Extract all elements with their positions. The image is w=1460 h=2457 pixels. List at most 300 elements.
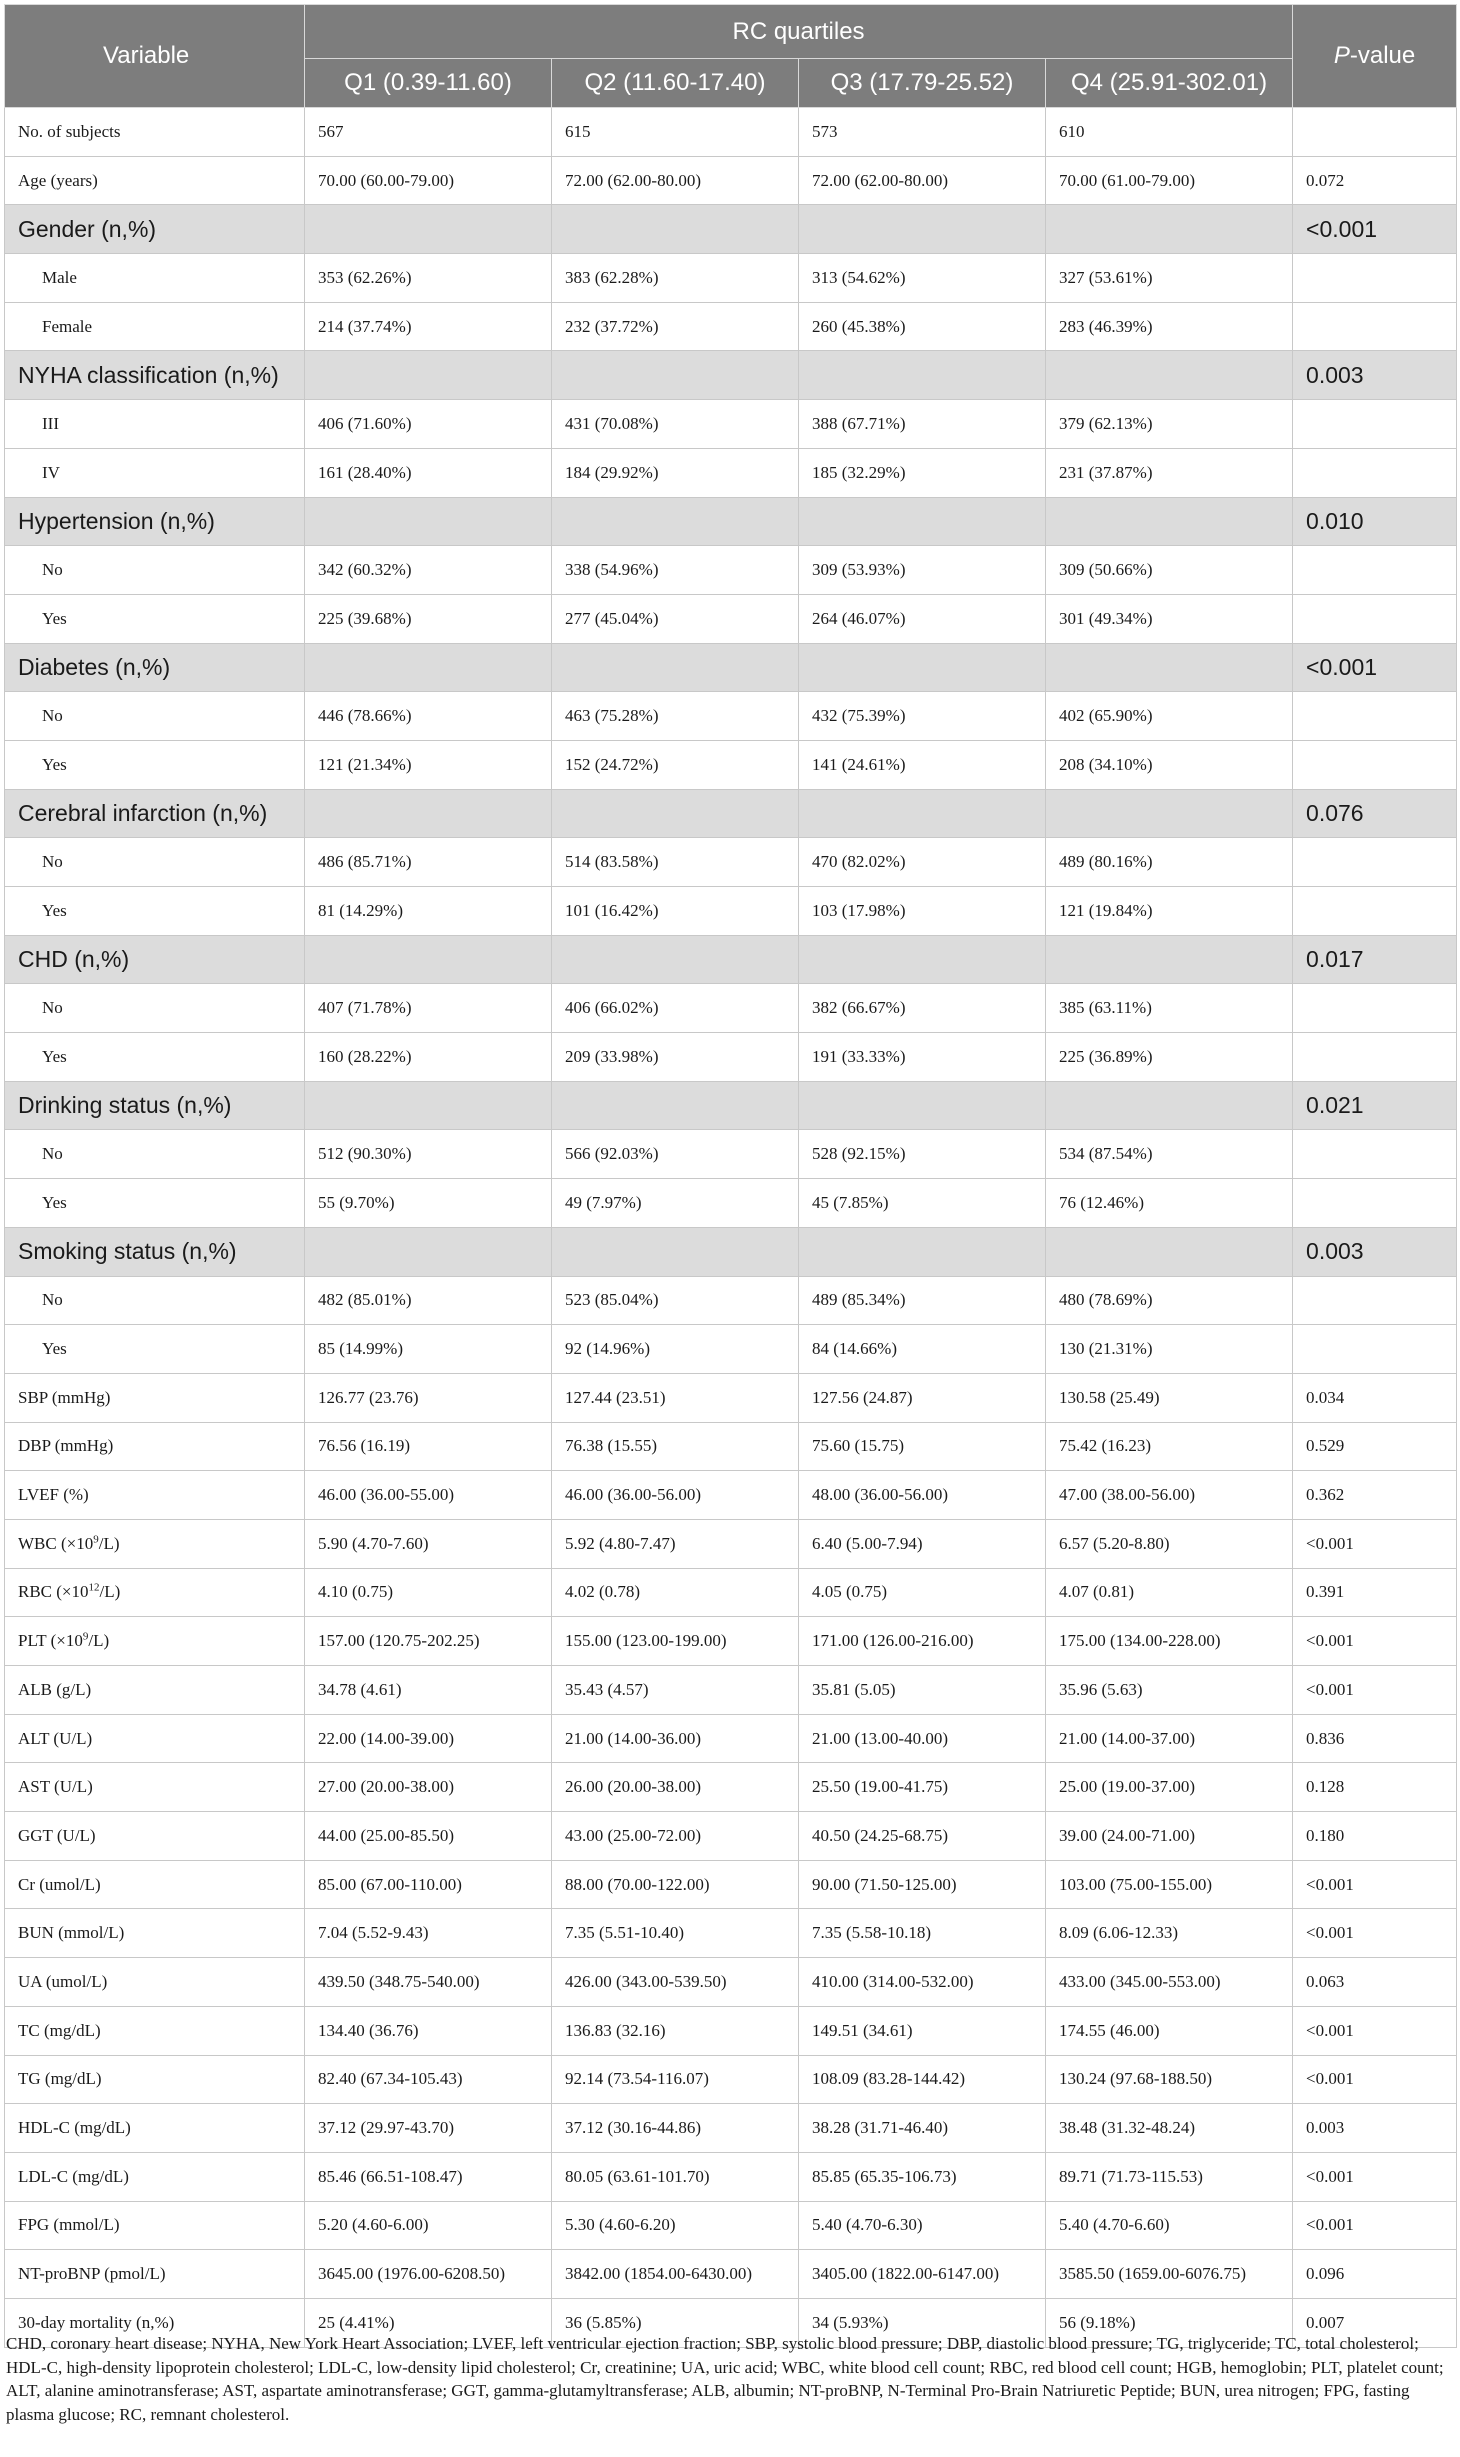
group-row [5, 205, 1457, 254]
q2-value-cell [552, 1227, 799, 1276]
p-value-header-italic: P [1333, 42, 1350, 69]
q4-value-cell: 130 (21.31%) [1046, 1325, 1293, 1374]
q3-value-cell [799, 497, 1046, 546]
rc-quartiles-table [4, 4, 1457, 2348]
table-row [5, 1276, 1457, 1325]
table-row [5, 1860, 1457, 1909]
q1-value-cell [305, 789, 552, 838]
variable-cell [5, 1276, 305, 1325]
q3-value-cell: 7.35 (5.58-10.18) [799, 1909, 1046, 1958]
p-value-cell: <0.001 [1293, 205, 1457, 254]
variable-label: No. of subjects [18, 121, 121, 141]
p-value-cell: <0.001 [1293, 1617, 1457, 1666]
q4-value-cell [1046, 1081, 1293, 1130]
q2-value-cell: 514 (83.58%) [552, 838, 799, 887]
group-row [5, 351, 1457, 400]
p-value-cell: 0.180 [1293, 1812, 1457, 1861]
q2-value-cell: 76.38 (15.55) [552, 1422, 799, 1471]
q3-value-cell [799, 205, 1046, 254]
q2-value-cell: 36 (5.85%) [552, 2298, 799, 2347]
variable-cell [5, 1471, 305, 1520]
q4-value-cell: 103.00 (75.00-155.00) [1046, 1860, 1293, 1909]
q2-value-cell: 26.00 (20.00-38.00) [552, 1763, 799, 1812]
q1-value-cell: 85 (14.99%) [305, 1325, 552, 1374]
q2-value-cell [552, 497, 799, 546]
q1-value-cell: 134.40 (36.76) [305, 2006, 552, 2055]
q2-value-cell: 80.05 (63.61-101.70) [552, 2152, 799, 2201]
table-row [5, 448, 1457, 497]
q2-value-cell: 232 (37.72%) [552, 302, 799, 351]
p-value-cell [1293, 740, 1457, 789]
table-row [5, 1568, 1457, 1617]
variable-cell [5, 789, 305, 838]
q4-value-cell: 379 (62.13%) [1046, 400, 1293, 449]
q2-value-cell [552, 1081, 799, 1130]
q4-value-cell [1046, 935, 1293, 984]
q2-value-cell: 92 (14.96%) [552, 1325, 799, 1374]
p-value-cell: <0.001 [1293, 1519, 1457, 1568]
variable-label: Smoking status (n,%) [18, 1238, 237, 1265]
table-row [5, 546, 1457, 595]
q4-value-cell: 301 (49.34%) [1046, 594, 1293, 643]
q1-value-cell: 44.00 (25.00-85.50) [305, 1812, 552, 1861]
variable-label: Age (years) [18, 170, 98, 190]
q4-value-cell: 35.96 (5.63) [1046, 1666, 1293, 1715]
p-value-cell [1293, 594, 1457, 643]
table-row [5, 1373, 1457, 1422]
q2-header: Q2 (11.60-17.40) [552, 59, 799, 108]
q4-value-cell: 25.00 (19.00-37.00) [1046, 1763, 1293, 1812]
variable-label: No [42, 706, 63, 726]
q3-value-cell: 573 [799, 108, 1046, 157]
table-row [5, 2104, 1457, 2153]
table-row [5, 1909, 1457, 1958]
q1-value-cell: 82.40 (67.34-105.43) [305, 2055, 552, 2104]
table-row [5, 1033, 1457, 1082]
q4-value-cell: 208 (34.10%) [1046, 740, 1293, 789]
variable-cell [5, 1763, 305, 1812]
variable-cell [5, 156, 305, 205]
table-row [5, 740, 1457, 789]
q3-value-cell: 489 (85.34%) [799, 1276, 1046, 1325]
variable-cell [5, 2250, 305, 2299]
p-value-cell [1293, 302, 1457, 351]
p-value-cell [1293, 1033, 1457, 1082]
q3-value-cell: 34 (5.93%) [799, 2298, 1046, 2347]
p-value-cell: 0.003 [1293, 351, 1457, 400]
p-value-cell: <0.001 [1293, 2201, 1457, 2250]
q2-value-cell: 49 (7.97%) [552, 1179, 799, 1228]
variable-label: Drinking status (n,%) [18, 1092, 232, 1119]
table-row [5, 887, 1457, 936]
q4-value-cell [1046, 205, 1293, 254]
p-value-cell: <0.001 [1293, 1666, 1457, 1715]
variable-label: BUN (mmol/L) [18, 1923, 125, 1943]
variable-cell [5, 546, 305, 595]
variable-label: Yes [42, 1339, 67, 1359]
q2-value-cell: 338 (54.96%) [552, 546, 799, 595]
table-row [5, 1519, 1457, 1568]
q4-value-cell: 4.07 (0.81) [1046, 1568, 1293, 1617]
variable-cell [5, 205, 305, 254]
q1-value-cell [305, 205, 552, 254]
q2-value-cell: 277 (45.04%) [552, 594, 799, 643]
q3-value-cell: 185 (32.29%) [799, 448, 1046, 497]
group-row [5, 789, 1457, 838]
p-value-cell: 0.096 [1293, 2250, 1457, 2299]
variable-label: 30-day mortality (n,%) [18, 2312, 175, 2332]
variable-cell [5, 887, 305, 936]
variable-label: TC (mg/dL) [18, 2020, 101, 2040]
q4-value-cell: 75.42 (16.23) [1046, 1422, 1293, 1471]
p-value-cell: 0.021 [1293, 1081, 1457, 1130]
variable-header: Variable [5, 5, 305, 108]
p-value-cell [1293, 984, 1457, 1033]
q2-value-cell: 3842.00 (1854.00-6430.00) [552, 2250, 799, 2299]
table-row [5, 108, 1457, 157]
variable-cell [5, 2104, 305, 2153]
variable-label: Cr (umol/L) [18, 1874, 101, 1894]
p-value-cell [1293, 1276, 1457, 1325]
p-value-cell: 0.063 [1293, 1958, 1457, 2007]
exponent: 9 [82, 1630, 89, 1643]
p-value-cell [1293, 108, 1457, 157]
q4-value-cell: 402 (65.90%) [1046, 692, 1293, 741]
q4-value-cell: 56 (9.18%) [1046, 2298, 1293, 2347]
q4-value-cell: 121 (19.84%) [1046, 887, 1293, 936]
variable-label: LDL-C (mg/dL) [18, 2166, 129, 2186]
variable-label: RBC (×10 [18, 1582, 89, 1602]
variable-cell [5, 594, 305, 643]
q1-value-cell: 342 (60.32%) [305, 546, 552, 595]
q4-value-cell: 225 (36.89%) [1046, 1033, 1293, 1082]
p-value-cell [1293, 254, 1457, 303]
variable-label: GGT (U/L) [18, 1825, 96, 1845]
q1-value-cell: 81 (14.29%) [305, 887, 552, 936]
variable-cell [5, 692, 305, 741]
q4-value-cell: 5.40 (4.70-6.60) [1046, 2201, 1293, 2250]
p-value-cell: 0.007 [1293, 2298, 1457, 2347]
p-value-cell: 0.836 [1293, 1714, 1457, 1763]
table-row [5, 1130, 1457, 1179]
q2-value-cell: 92.14 (73.54-116.07) [552, 2055, 799, 2104]
q2-value-cell: 5.92 (4.80-7.47) [552, 1519, 799, 1568]
q4-value-cell: 89.71 (71.73-115.53) [1046, 2152, 1293, 2201]
variable-cell [5, 1179, 305, 1228]
q4-header: Q4 (25.91-302.01) [1046, 59, 1293, 108]
q1-value-cell: 160 (28.22%) [305, 1033, 552, 1082]
q3-value-cell [799, 789, 1046, 838]
q2-value-cell: 566 (92.03%) [552, 1130, 799, 1179]
p-value-cell: 0.010 [1293, 497, 1457, 546]
q4-value-cell [1046, 643, 1293, 692]
q3-value-cell: 432 (75.39%) [799, 692, 1046, 741]
q2-value-cell: 463 (75.28%) [552, 692, 799, 741]
q1-value-cell: 4.10 (0.75) [305, 1568, 552, 1617]
variable-cell [5, 1325, 305, 1374]
q1-value-cell: 446 (78.66%) [305, 692, 552, 741]
variable-label-unit: /L) [98, 1533, 120, 1553]
variable-label: FPG (mmol/L) [18, 2215, 120, 2235]
q2-value-cell [552, 935, 799, 984]
variable-cell [5, 448, 305, 497]
table-row [5, 692, 1457, 741]
q1-value-cell: 3645.00 (1976.00-6208.50) [305, 2250, 552, 2299]
p-value-cell [1293, 887, 1457, 936]
table-row [5, 400, 1457, 449]
q4-value-cell [1046, 351, 1293, 400]
p-value-cell: <0.001 [1293, 2152, 1457, 2201]
q3-value-cell: 5.40 (4.70-6.30) [799, 2201, 1046, 2250]
q3-value-cell: 35.81 (5.05) [799, 1666, 1046, 1715]
q3-value-cell: 48.00 (36.00-56.00) [799, 1471, 1046, 1520]
q1-value-cell [305, 1081, 552, 1130]
variable-label: ALT (U/L) [18, 1728, 93, 1748]
q4-value-cell: 489 (80.16%) [1046, 838, 1293, 887]
variable-label: CHD (n,%) [18, 946, 130, 973]
variable-label: ALB (g/L) [18, 1679, 92, 1699]
q2-value-cell: 4.02 (0.78) [552, 1568, 799, 1617]
q1-value-cell: 27.00 (20.00-38.00) [305, 1763, 552, 1812]
p-value-cell: 0.362 [1293, 1471, 1457, 1520]
p-value-header [1293, 5, 1457, 108]
p-value-cell: 0.003 [1293, 1227, 1457, 1276]
table-row [5, 2055, 1457, 2104]
variable-label: III [42, 413, 59, 433]
q4-value-cell: 70.00 (61.00-79.00) [1046, 156, 1293, 205]
variable-label: Yes [42, 754, 67, 774]
table-row [5, 1812, 1457, 1861]
q2-value-cell: 37.12 (30.16-44.86) [552, 2104, 799, 2153]
q4-value-cell [1046, 497, 1293, 546]
variable-cell [5, 2006, 305, 2055]
exponent: 9 [93, 1533, 99, 1546]
table-row [5, 1179, 1457, 1228]
q2-value-cell: 72.00 (62.00-80.00) [552, 156, 799, 205]
q1-value-cell: 70.00 (60.00-79.00) [305, 156, 552, 205]
variable-cell [5, 838, 305, 887]
q1-value-cell: 5.90 (4.70-7.60) [305, 1519, 552, 1568]
table-row [5, 302, 1457, 351]
table-body [5, 108, 1457, 2348]
q3-value-cell: 6.40 (5.00-7.94) [799, 1519, 1046, 1568]
q4-value-cell: 3585.50 (1659.00-6076.75) [1046, 2250, 1293, 2299]
header-row-1 [5, 5, 1457, 59]
p-value-cell [1293, 448, 1457, 497]
q4-value-cell: 327 (53.61%) [1046, 254, 1293, 303]
q2-value-cell: 426.00 (343.00-539.50) [552, 1958, 799, 2007]
variable-label: TG (mg/dL) [18, 2069, 102, 2089]
table-row [5, 1422, 1457, 1471]
q2-value-cell [552, 351, 799, 400]
q3-value-cell: 260 (45.38%) [799, 302, 1046, 351]
p-value-cell: <0.001 [1293, 1860, 1457, 1909]
q3-value-cell: 309 (53.93%) [799, 546, 1046, 595]
q1-value-cell [305, 351, 552, 400]
q3-value-cell: 264 (46.07%) [799, 594, 1046, 643]
variable-cell [5, 1081, 305, 1130]
p-value-cell: 0.072 [1293, 156, 1457, 205]
q3-value-cell: 72.00 (62.00-80.00) [799, 156, 1046, 205]
variable-label-unit: /L) [88, 1631, 110, 1651]
table-row [5, 594, 1457, 643]
q3-header: Q3 (17.79-25.52) [799, 59, 1046, 108]
q4-value-cell: 175.00 (134.00-228.00) [1046, 1617, 1293, 1666]
variable-cell [5, 643, 305, 692]
table-row [5, 1325, 1457, 1374]
q4-value-cell: 130.24 (97.68-188.50) [1046, 2055, 1293, 2104]
q2-value-cell: 152 (24.72%) [552, 740, 799, 789]
q3-value-cell: 382 (66.67%) [799, 984, 1046, 1033]
q1-value-cell: 439.50 (348.75-540.00) [305, 1958, 552, 2007]
q3-value-cell: 141 (24.61%) [799, 740, 1046, 789]
table-row [5, 1471, 1457, 1520]
q4-value-cell: 480 (78.69%) [1046, 1276, 1293, 1325]
q4-value-cell: 47.00 (38.00-56.00) [1046, 1471, 1293, 1520]
variable-cell [5, 2201, 305, 2250]
q3-value-cell: 75.60 (15.75) [799, 1422, 1046, 1471]
q4-value-cell: 231 (37.87%) [1046, 448, 1293, 497]
q2-value-cell: 127.44 (23.51) [552, 1373, 799, 1422]
variable-label: WBC (×10 [18, 1533, 94, 1553]
variable-cell [5, 1568, 305, 1617]
q3-value-cell: 108.09 (83.28-144.42) [799, 2055, 1046, 2104]
group-row [5, 1227, 1457, 1276]
q4-value-cell: 21.00 (14.00-37.00) [1046, 1714, 1293, 1763]
variable-label: Hypertension (n,%) [18, 507, 215, 534]
variable-label: Gender (n,%) [18, 215, 157, 242]
group-row [5, 643, 1457, 692]
q3-value-cell: 85.85 (65.35-106.73) [799, 2152, 1046, 2201]
q1-header: Q1 (0.39-11.60) [305, 59, 552, 108]
variable-cell [5, 1909, 305, 1958]
q2-value-cell: 383 (62.28%) [552, 254, 799, 303]
q4-value-cell: 8.09 (6.06-12.33) [1046, 1909, 1293, 1958]
variable-label: Yes [42, 608, 67, 628]
q4-value-cell: 534 (87.54%) [1046, 1130, 1293, 1179]
table-row [5, 1958, 1457, 2007]
variable-label: Yes [42, 1046, 67, 1066]
variable-cell [5, 1812, 305, 1861]
q2-value-cell: 431 (70.08%) [552, 400, 799, 449]
q4-value-cell: 283 (46.39%) [1046, 302, 1293, 351]
variable-label: NT-proBNP (pmol/L) [18, 2264, 166, 2284]
variable-label: No [42, 1290, 63, 1310]
q1-value-cell: 567 [305, 108, 552, 157]
q3-value-cell: 45 (7.85%) [799, 1179, 1046, 1228]
q1-value-cell: 407 (71.78%) [305, 984, 552, 1033]
q1-value-cell [305, 643, 552, 692]
q1-value-cell: 214 (37.74%) [305, 302, 552, 351]
variable-cell [5, 302, 305, 351]
p-value-cell [1293, 1179, 1457, 1228]
variable-label: Diabetes (n,%) [18, 653, 171, 680]
p-value-cell: <0.001 [1293, 2006, 1457, 2055]
q3-value-cell: 528 (92.15%) [799, 1130, 1046, 1179]
variable-label: No [42, 852, 63, 872]
variable-cell [5, 1666, 305, 1715]
table-row [5, 838, 1457, 887]
q2-value-cell: 88.00 (70.00-122.00) [552, 1860, 799, 1909]
variable-label: LVEF (%) [18, 1485, 89, 1505]
q4-value-cell: 130.58 (25.49) [1046, 1373, 1293, 1422]
q3-value-cell: 25.50 (19.00-41.75) [799, 1763, 1046, 1812]
q1-value-cell: 7.04 (5.52-9.43) [305, 1909, 552, 1958]
table-row [5, 1666, 1457, 1715]
variable-label: AST (U/L) [18, 1777, 93, 1797]
p-value-cell: <0.001 [1293, 643, 1457, 692]
variable-label-unit: /L) [99, 1582, 121, 1602]
variable-cell [5, 1519, 305, 1568]
q1-value-cell: 76.56 (16.19) [305, 1422, 552, 1471]
q1-value-cell: 55 (9.70%) [305, 1179, 552, 1228]
q1-value-cell: 126.77 (23.76) [305, 1373, 552, 1422]
variable-cell [5, 1130, 305, 1179]
rc-quartiles-header: RC quartiles [305, 5, 1293, 59]
p-value-cell: 0.391 [1293, 1568, 1457, 1617]
variable-cell [5, 2152, 305, 2201]
q2-value-cell: 209 (33.98%) [552, 1033, 799, 1082]
variable-label: SBP (mmHg) [18, 1387, 111, 1407]
variable-label: NYHA classification (n,%) [18, 361, 279, 388]
variable-cell [5, 1227, 305, 1276]
q1-value-cell: 46.00 (36.00-55.00) [305, 1471, 552, 1520]
q2-value-cell: 21.00 (14.00-36.00) [552, 1714, 799, 1763]
q2-value-cell: 184 (29.92%) [552, 448, 799, 497]
q3-value-cell: 3405.00 (1822.00-6147.00) [799, 2250, 1046, 2299]
q4-value-cell [1046, 1227, 1293, 1276]
q4-value-cell: 309 (50.66%) [1046, 546, 1293, 595]
p-value-cell [1293, 400, 1457, 449]
q4-value-cell: 385 (63.11%) [1046, 984, 1293, 1033]
q1-value-cell: 157.00 (120.75-202.25) [305, 1617, 552, 1666]
table-row [5, 1763, 1457, 1812]
q2-value-cell [552, 789, 799, 838]
q4-value-cell: 610 [1046, 108, 1293, 157]
variable-cell [5, 1033, 305, 1082]
p-value-cell: <0.001 [1293, 1909, 1457, 1958]
group-row [5, 497, 1457, 546]
table-row [5, 2006, 1457, 2055]
p-value-cell [1293, 1325, 1457, 1374]
q2-value-cell: 5.30 (4.60-6.20) [552, 2201, 799, 2250]
variable-cell [5, 108, 305, 157]
q1-value-cell: 353 (62.26%) [305, 254, 552, 303]
variable-cell [5, 2055, 305, 2104]
q1-value-cell: 85.00 (67.00-110.00) [305, 1860, 552, 1909]
q4-value-cell: 76 (12.46%) [1046, 1179, 1293, 1228]
table-row [5, 2201, 1457, 2250]
q1-value-cell [305, 1227, 552, 1276]
p-value-cell: 0.017 [1293, 935, 1457, 984]
q3-value-cell: 171.00 (126.00-216.00) [799, 1617, 1046, 1666]
variable-label: Yes [42, 900, 67, 920]
p-value-cell: 0.076 [1293, 789, 1457, 838]
variable-cell [5, 497, 305, 546]
variable-cell [5, 400, 305, 449]
variable-label: No [42, 1144, 63, 1164]
q4-value-cell [1046, 789, 1293, 838]
q2-value-cell: 155.00 (123.00-199.00) [552, 1617, 799, 1666]
q2-value-cell [552, 643, 799, 692]
q1-value-cell: 406 (71.60%) [305, 400, 552, 449]
variable-label: HDL-C (mg/dL) [18, 2118, 131, 2138]
q2-value-cell: 7.35 (5.51-10.40) [552, 1909, 799, 1958]
table-container [4, 4, 1456, 2348]
q3-value-cell: 470 (82.02%) [799, 838, 1046, 887]
table-row [5, 2152, 1457, 2201]
group-row [5, 1081, 1457, 1130]
